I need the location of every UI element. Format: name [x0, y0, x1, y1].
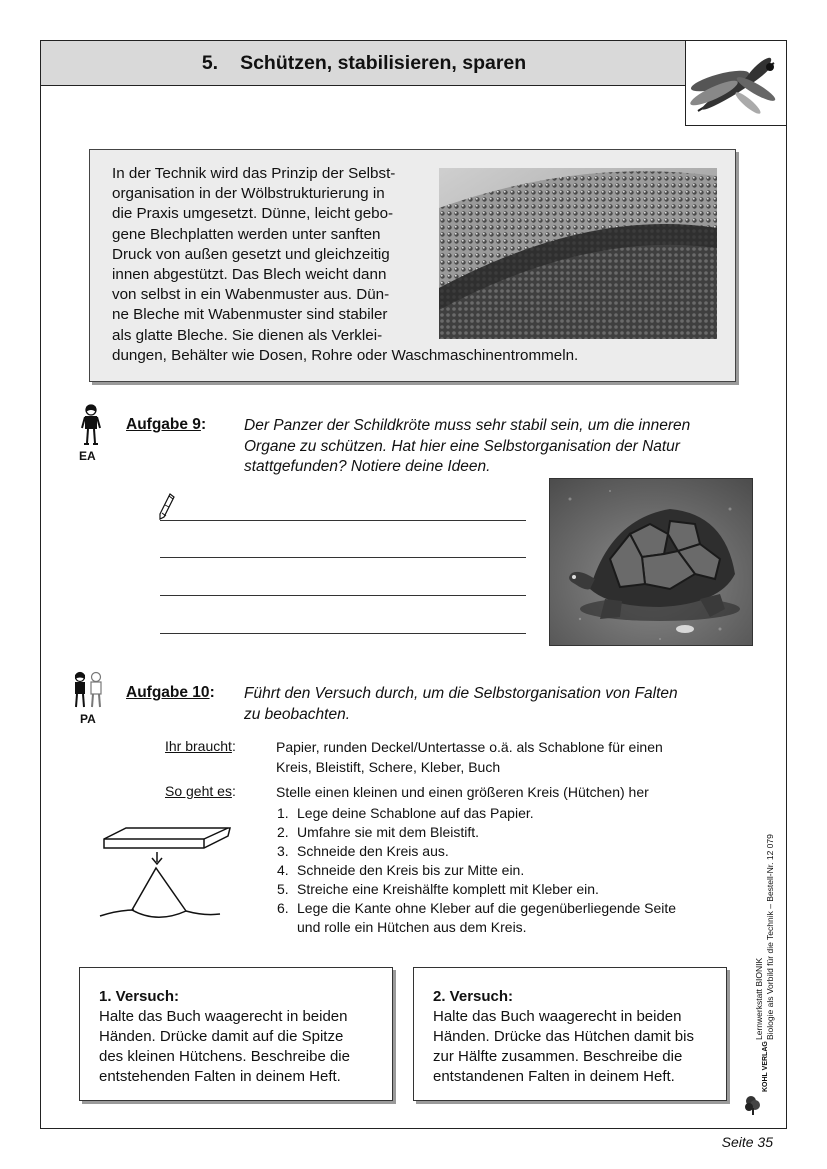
- step-item: 4. Schneide den Kreis bis zur Mitte ein.: [277, 862, 525, 878]
- materials-label: Ihr braucht:: [165, 738, 236, 754]
- partner-pair-icon: [70, 670, 106, 717]
- step-item: 5. Streiche eine Kreishälfte komplett mit Kleber ein.: [277, 881, 599, 897]
- series-title: Lernwerkstatt BIONIK: [754, 957, 764, 1040]
- order-info: Biologie als Vorbild für die Technik – Bestell-Nr. 12 079: [765, 834, 775, 1040]
- task10-label: Aufgabe 10:: [126, 684, 215, 701]
- task9-label: Aufgabe 9:: [126, 416, 207, 433]
- step-item: 6. Lege die Kante ohne Kleber auf die gegenüberliegende Seite: [277, 900, 677, 916]
- work-mode-pa: PA: [80, 712, 96, 726]
- materials-text: Papier, runden Deckel/Untertasse o.ä. als Schablone für einen Kreis, Bleistift, Schere, Kleber, Buch: [276, 739, 663, 775]
- page-number: Seite 35: [721, 1134, 773, 1150]
- book-cone-diagram: [98, 824, 232, 929]
- task10-text: Führt den Versuch durch, um die Selbstorganisation von Falten zu beobachten.: [244, 685, 678, 723]
- experiment-box-1: 1. Versuch: Halte das Buch waagerecht in beiden Händen. Drücke damit auf die Spitze des kleinen Hütchens. Beschreibe die entstehenden Falten in deinem Heft.: [79, 967, 393, 1101]
- work-mode-ea: EA: [79, 449, 96, 463]
- writing-line[interactable]: [160, 557, 526, 558]
- honeycomb-sheet-metal-photo: [439, 168, 717, 339]
- intro-box: [89, 149, 736, 382]
- chapter-header: [40, 40, 686, 86]
- tortoise-photo: [549, 478, 753, 646]
- step-item: 3. Schneide den Kreis aus.: [277, 843, 449, 859]
- publisher-logo: [744, 1094, 762, 1121]
- single-person-icon: [80, 403, 102, 452]
- publisher-name: KOHL VERLAG: [762, 1041, 769, 1092]
- step-list: [277, 804, 676, 937]
- pencil-icon: [158, 492, 176, 527]
- experiment-box-2: 2. Versuch: Halte das Buch waagerecht in beiden Händen. Drücke das Hütchen damit bis zur Hälfte zusammen. Beschreibe die entstandenen Falten in deinem Heft.: [413, 967, 727, 1101]
- howto-label: So geht es:: [165, 783, 236, 799]
- writing-line[interactable]: [160, 520, 526, 521]
- writing-line[interactable]: [160, 595, 526, 596]
- step-item: 2. Umfahre sie mit dem Bleistift.: [277, 824, 480, 840]
- chapter-title: 5. Schützen, stabilisieren, sparen: [201, 52, 527, 74]
- dragonfly-illustration: [685, 40, 787, 126]
- step-item-continuation: und rolle ein Hütchen aus dem Kreis.: [297, 919, 527, 935]
- step-item: 1. Lege deine Schablone auf das Papier.: [277, 805, 534, 821]
- task9-text: Der Panzer der Schildkröte muss sehr stabil sein, um die inneren Organe zu schützen. Hat hier eine Selbstorganisation der Natur stattgefunden? Notiere deine Ideen.: [244, 417, 691, 475]
- intro-text: In der Technik wird das Prinzip der Selbst- organisation in der Wölbstrukturierung in die Praxis umgesetzt. Dünne, leicht gebo- gene Blechplatten werden unter sanften Druck von außen gesetzt und gleichzeitig innen abgestützt. Das Blech weicht dann von selbst in ein Wabenmuster aus. Dün- ne Bleche mit Wabenmuster sind stabiler als glatte Bleche. Sie dienen als Verklei- dungen, Behälter wie Dosen, Rohre oder Waschmaschinentrommeln.: [112, 165, 579, 364]
- writing-line[interactable]: [160, 633, 526, 634]
- howto-intro: Stelle einen kleinen und einen größeren Kreis (Hütchen) her: [276, 784, 649, 800]
